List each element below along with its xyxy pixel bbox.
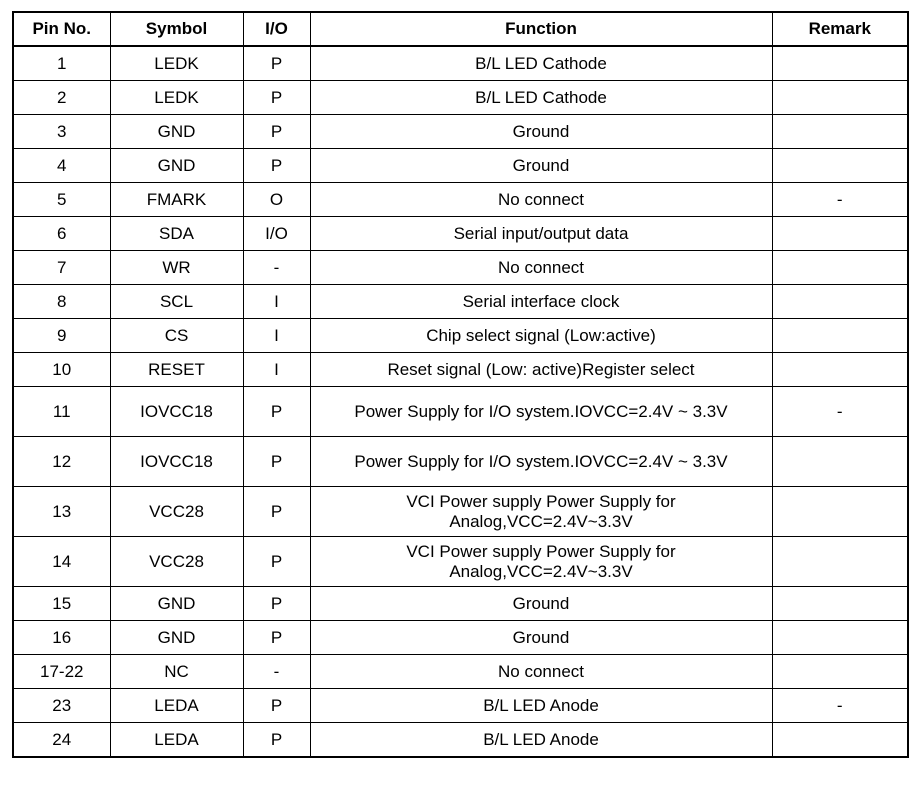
cell-symbol: VCC28 bbox=[110, 487, 243, 537]
cell-io: I bbox=[243, 285, 310, 319]
cell-remark bbox=[772, 81, 908, 115]
function-text: Serial interface clock bbox=[462, 291, 620, 311]
cell-pin-no: 6 bbox=[13, 217, 110, 251]
cell-function bbox=[310, 437, 772, 487]
cell-pin-no: 3 bbox=[13, 115, 110, 149]
table-row bbox=[13, 537, 908, 587]
cell-remark bbox=[772, 217, 908, 251]
cell-io: I bbox=[243, 353, 310, 387]
cell-remark bbox=[772, 621, 908, 655]
cell-function bbox=[310, 81, 772, 115]
header-io: I/O bbox=[243, 12, 310, 46]
table-row bbox=[13, 487, 908, 537]
cell-symbol: NC bbox=[110, 655, 243, 689]
cell-symbol: LEDA bbox=[110, 689, 243, 723]
table-row bbox=[13, 217, 908, 251]
cell-symbol: FMARK bbox=[110, 183, 243, 217]
cell-pin-no: 9 bbox=[13, 319, 110, 353]
table-row bbox=[13, 655, 908, 689]
cell-symbol: GND bbox=[110, 115, 243, 149]
cell-symbol: SCL bbox=[110, 285, 243, 319]
cell-remark bbox=[772, 285, 908, 319]
function-text: B/L LED Cathode bbox=[475, 87, 607, 107]
cell-pin-no: 23 bbox=[13, 689, 110, 723]
function-text: No connect bbox=[498, 257, 584, 277]
cell-function bbox=[310, 689, 772, 723]
cell-symbol: GND bbox=[110, 149, 243, 183]
cell-pin-no: 24 bbox=[13, 723, 110, 758]
cell-symbol: IOVCC18 bbox=[110, 437, 243, 487]
cell-remark bbox=[772, 587, 908, 621]
cell-io: P bbox=[243, 81, 310, 115]
pin-assignment-table bbox=[12, 11, 909, 758]
cell-io: P bbox=[243, 689, 310, 723]
cell-io: P bbox=[243, 437, 310, 487]
table-body bbox=[13, 46, 908, 757]
cell-io: P bbox=[243, 387, 310, 437]
cell-remark bbox=[772, 46, 908, 81]
cell-function bbox=[310, 723, 772, 758]
cell-io: P bbox=[243, 115, 310, 149]
cell-pin-no: 10 bbox=[13, 353, 110, 387]
cell-function bbox=[310, 587, 772, 621]
cell-pin-no: 13 bbox=[13, 487, 110, 537]
cell-remark bbox=[772, 655, 908, 689]
cell-remark bbox=[772, 353, 908, 387]
function-text: Power Supply for I/O system.IOVCC=2.4V ~ 3.3V bbox=[354, 401, 728, 421]
function-text: Reset signal (Low: active)Register select bbox=[387, 359, 695, 379]
cell-pin-no: 14 bbox=[13, 537, 110, 587]
cell-symbol: LEDK bbox=[110, 46, 243, 81]
cell-pin-no: 17-22 bbox=[13, 655, 110, 689]
cell-remark: - bbox=[772, 183, 908, 217]
cell-function bbox=[310, 115, 772, 149]
cell-symbol: WR bbox=[110, 251, 243, 285]
cell-pin-no: 8 bbox=[13, 285, 110, 319]
cell-io: P bbox=[243, 537, 310, 587]
cell-io: P bbox=[243, 487, 310, 537]
cell-symbol: CS bbox=[110, 319, 243, 353]
cell-symbol: LEDK bbox=[110, 81, 243, 115]
table-row bbox=[13, 621, 908, 655]
cell-function bbox=[310, 537, 772, 587]
cell-function bbox=[310, 621, 772, 655]
cell-io: - bbox=[243, 251, 310, 285]
cell-function bbox=[310, 353, 772, 387]
cell-symbol: GND bbox=[110, 587, 243, 621]
table-row bbox=[13, 251, 908, 285]
cell-remark bbox=[772, 437, 908, 487]
table-row bbox=[13, 183, 908, 217]
function-text: VCI Power supply Power Supply for Analog,VCC=2.4V~3.3V bbox=[406, 541, 676, 581]
function-text: B/L LED Anode bbox=[483, 695, 599, 715]
function-text: B/L LED Anode bbox=[483, 729, 599, 749]
cell-io: - bbox=[243, 655, 310, 689]
cell-pin-no: 15 bbox=[13, 587, 110, 621]
cell-pin-no: 1 bbox=[13, 46, 110, 81]
table-row bbox=[13, 149, 908, 183]
cell-remark bbox=[772, 319, 908, 353]
cell-function bbox=[310, 655, 772, 689]
cell-pin-no: 16 bbox=[13, 621, 110, 655]
function-text: Ground bbox=[512, 627, 570, 647]
cell-pin-no: 12 bbox=[13, 437, 110, 487]
cell-function bbox=[310, 487, 772, 537]
cell-symbol: GND bbox=[110, 621, 243, 655]
table-row bbox=[13, 115, 908, 149]
cell-pin-no: 2 bbox=[13, 81, 110, 115]
header-remark: Remark bbox=[772, 12, 908, 46]
table-row bbox=[13, 387, 908, 437]
cell-function bbox=[310, 387, 772, 437]
pin-assignment-table-container bbox=[12, 11, 907, 758]
table-row bbox=[13, 689, 908, 723]
cell-remark bbox=[772, 251, 908, 285]
cell-function bbox=[310, 217, 772, 251]
cell-remark bbox=[772, 537, 908, 587]
cell-symbol: IOVCC18 bbox=[110, 387, 243, 437]
function-text: B/L LED Cathode bbox=[475, 53, 607, 73]
table-row bbox=[13, 285, 908, 319]
cell-function bbox=[310, 319, 772, 353]
function-text: Chip select signal (Low:active) bbox=[426, 325, 656, 345]
cell-io: O bbox=[243, 183, 310, 217]
cell-io: P bbox=[243, 723, 310, 758]
cell-pin-no: 4 bbox=[13, 149, 110, 183]
cell-remark: - bbox=[772, 387, 908, 437]
table-header-row bbox=[13, 12, 908, 46]
cell-io: P bbox=[243, 46, 310, 81]
cell-pin-no: 5 bbox=[13, 183, 110, 217]
header-symbol: Symbol bbox=[110, 12, 243, 46]
header-function: Function bbox=[310, 12, 772, 46]
table-row bbox=[13, 319, 908, 353]
cell-remark bbox=[772, 115, 908, 149]
header-pin-no: Pin No. bbox=[13, 12, 110, 46]
cell-symbol: SDA bbox=[110, 217, 243, 251]
table-row bbox=[13, 46, 908, 81]
function-text: Power Supply for I/O system.IOVCC=2.4V ~ 3.3V bbox=[354, 451, 728, 471]
cell-remark bbox=[772, 723, 908, 758]
function-text: VCI Power supply Power Supply for Analog,VCC=2.4V~3.3V bbox=[406, 491, 676, 531]
cell-symbol: LEDA bbox=[110, 723, 243, 758]
cell-function bbox=[310, 251, 772, 285]
function-text: Ground bbox=[512, 121, 570, 141]
table-row bbox=[13, 353, 908, 387]
cell-function bbox=[310, 285, 772, 319]
cell-remark bbox=[772, 487, 908, 537]
cell-symbol: RESET bbox=[110, 353, 243, 387]
function-text: No connect bbox=[498, 661, 584, 681]
cell-io: I/O bbox=[243, 217, 310, 251]
cell-remark bbox=[772, 149, 908, 183]
cell-remark: - bbox=[772, 689, 908, 723]
table-row bbox=[13, 723, 908, 758]
table-row bbox=[13, 81, 908, 115]
table-row bbox=[13, 437, 908, 487]
cell-function bbox=[310, 149, 772, 183]
cell-io: P bbox=[243, 621, 310, 655]
cell-pin-no: 11 bbox=[13, 387, 110, 437]
cell-pin-no: 7 bbox=[13, 251, 110, 285]
function-text: Serial input/output data bbox=[453, 223, 629, 243]
cell-function bbox=[310, 46, 772, 81]
cell-symbol: VCC28 bbox=[110, 537, 243, 587]
function-text: Ground bbox=[512, 593, 570, 613]
table-row bbox=[13, 587, 908, 621]
cell-function bbox=[310, 183, 772, 217]
cell-io: I bbox=[243, 319, 310, 353]
function-text: Ground bbox=[512, 155, 570, 175]
cell-io: P bbox=[243, 587, 310, 621]
function-text: No connect bbox=[498, 189, 584, 209]
cell-io: P bbox=[243, 149, 310, 183]
